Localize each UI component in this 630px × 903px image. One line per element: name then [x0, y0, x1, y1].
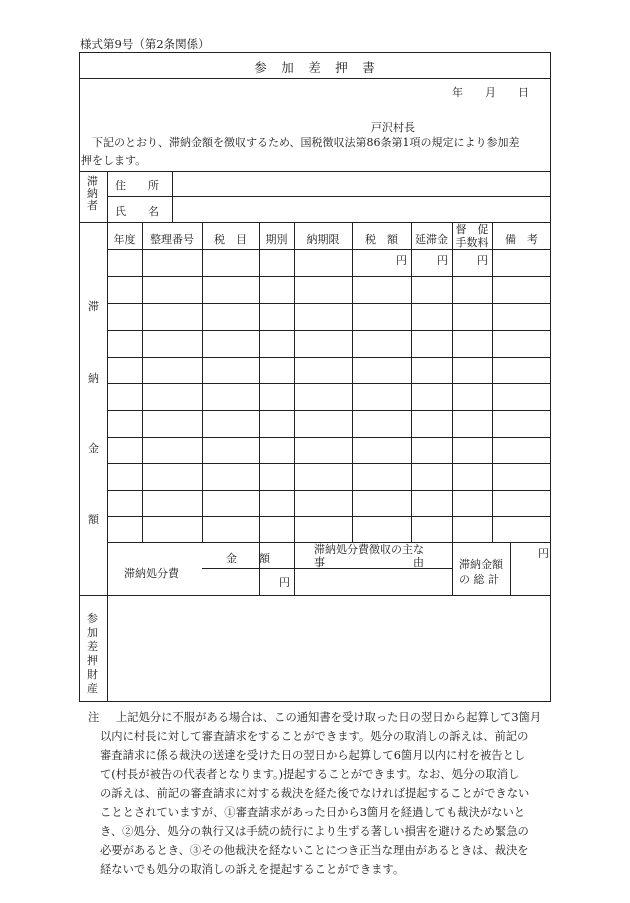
col-header-tax-item: 税 目 [214, 233, 247, 246]
table-row [107, 463, 551, 464]
table-col [259, 222, 260, 595]
date-line: 年 月 日 [452, 86, 529, 99]
unit-yen: 円 [396, 254, 407, 267]
note-head: 注 [88, 711, 100, 724]
address-label: 住 所 [115, 179, 159, 192]
table-col [452, 222, 453, 595]
amount-label-char: 滞 [88, 300, 99, 313]
total-amount-label: 滞納金額 の 総 計 [459, 558, 503, 586]
table-row [107, 357, 551, 358]
note-line: の訴えは、前記の審査請求に対する裁決を経た後でなければ提起することができない [100, 787, 530, 800]
intro-text-cont: 押をします。 [81, 154, 147, 167]
note [88, 708, 553, 879]
table-col [510, 542, 511, 595]
taxpayer-section-label: 滞 納 者 [87, 175, 98, 212]
divider [79, 78, 551, 79]
col-header-remarks: 備 考 [505, 233, 538, 246]
note-line: 経ないでも処分の取消しの訴えを提起することができます。 [100, 863, 405, 876]
col-header-year: 年度 [113, 233, 136, 246]
table-row [107, 276, 551, 277]
issuer: 戸沢村長 [371, 121, 415, 134]
amount-label-char: 金 [88, 442, 99, 455]
table-row [107, 249, 551, 250]
note-line: 審査請求に係る裁決の送達を受けた日の翌日から起算して6箇月以内に村を被告とし [100, 749, 526, 762]
unit-yen: 円 [477, 254, 488, 267]
name-label: 氏 名 [115, 205, 159, 218]
table-row [107, 383, 551, 384]
property-section-label: 参 加 差 押 財 産 [87, 612, 98, 695]
note-line: き、②処分、処分の執行又は手続の続行により生ずる著しい損害を避けるため緊急の [100, 825, 529, 838]
intro-text: 下記のとおり、滞納金額を徴収するため、国税徴収法第86条第1項の規定により参加差 [81, 136, 520, 149]
amount-label-char: 納 [88, 372, 99, 385]
table-row [107, 437, 551, 438]
table-row [107, 490, 551, 491]
note-line: 以内に村長に対して審査請求をすることができます。処分の取消しの訴えは、前記の [100, 730, 529, 743]
table-row [107, 410, 551, 411]
fees-reason-label: 滞納処分費徴収の主な 事 由 [314, 543, 424, 569]
table-row [107, 303, 551, 304]
table-row [107, 516, 551, 517]
form-number: 様式第9号（第2条関係） [80, 37, 210, 51]
col-header-tax-amount: 税 額 [365, 233, 398, 246]
col-header-dunning-fee: 督 促 手数料 [455, 223, 489, 249]
col-header-late-fee: 延滞金 [415, 233, 448, 246]
col-header-deadline: 納期限 [306, 233, 340, 246]
form-title: 参 加 差 押 書 [254, 60, 376, 75]
col-header-period: 期別 [265, 233, 288, 246]
note-line: こととされていますが、①審査請求があった日から3箇月を経過しても裁決がないと [100, 806, 526, 819]
note-line: 必要があるとき、③その他裁決を経ないことにつき正当な理由があるときは、裁決を [100, 844, 529, 857]
divider [79, 171, 551, 172]
amount-label-char: 額 [88, 513, 99, 526]
table-col [411, 222, 412, 542]
table-row [107, 330, 551, 331]
unit-yen: 円 [437, 254, 448, 267]
table-col [352, 222, 353, 542]
fees-amount-label: 金 額 [226, 552, 270, 565]
divider [172, 171, 173, 222]
note-line: て(村長が被告の代表者となります。)提起することができます。なお、処分の取消し [100, 768, 520, 781]
table-col [202, 222, 203, 542]
note-line: 上記処分に不服がある場合は、この通知書を受け取った日の翌日から起算して3箇月 [116, 711, 542, 724]
unit-yen: 円 [279, 576, 290, 589]
divider [107, 196, 551, 197]
unit-yen: 円 [538, 547, 549, 560]
divider [79, 595, 551, 596]
table-col [492, 222, 493, 542]
table-col [294, 222, 295, 595]
col-header-ref-no: 整理番号 [150, 233, 194, 246]
table-col [142, 222, 143, 542]
fees-label: 滞納処分費 [124, 567, 179, 580]
